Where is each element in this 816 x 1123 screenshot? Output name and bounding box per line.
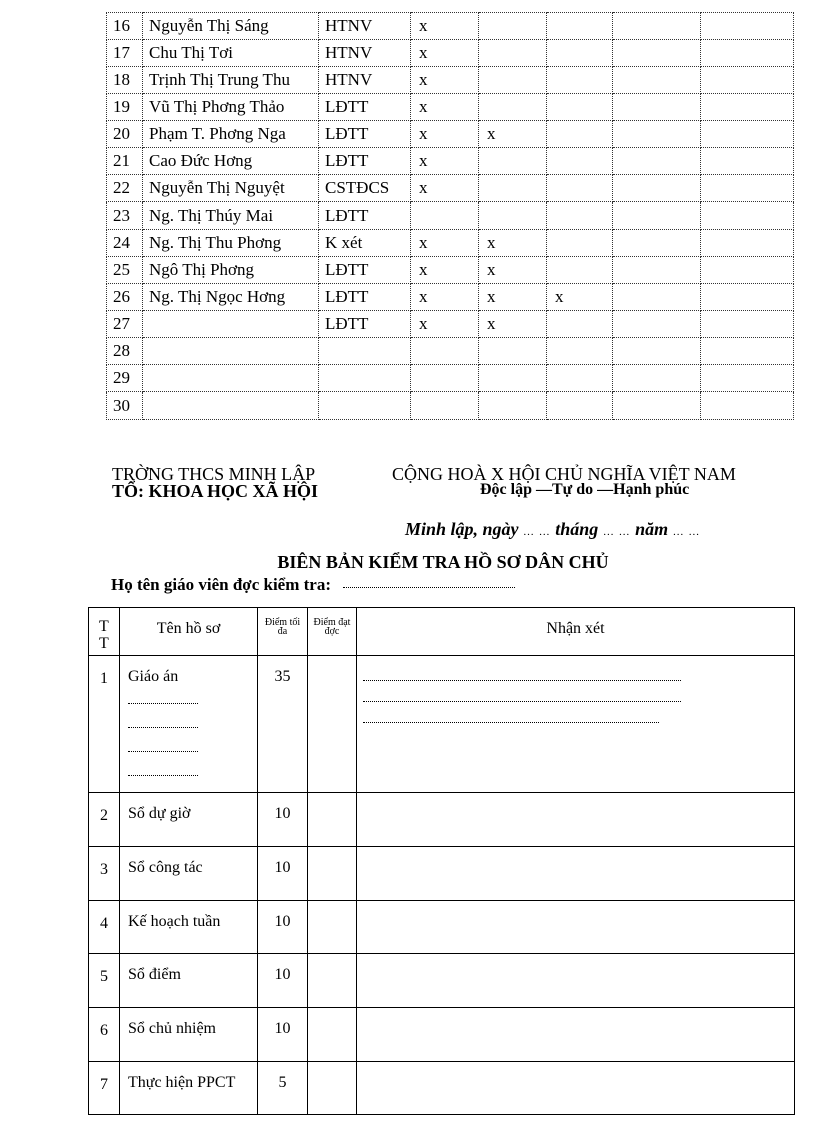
- max-score: 10: [258, 793, 308, 847]
- mark-2: x: [479, 121, 547, 148]
- achieved-score: [308, 793, 357, 847]
- row-number: 20: [107, 121, 143, 148]
- mark-1: x: [411, 230, 479, 257]
- mark-3: [547, 311, 613, 338]
- mark-1: [411, 202, 479, 230]
- row-number: 2: [89, 793, 120, 847]
- mark-2: [479, 94, 547, 121]
- max-score: 35: [258, 656, 308, 793]
- dotted-line: [363, 700, 681, 702]
- empty-cell: [701, 148, 794, 175]
- header-comment: Nhận xét: [357, 608, 795, 656]
- record-name: Giáo án: [128, 668, 179, 685]
- row-number: 6: [89, 1008, 120, 1062]
- table-row: [107, 257, 794, 284]
- mark-3: [547, 202, 613, 230]
- date-place: Minh lập, ngày: [405, 519, 519, 539]
- record-name: Kế hoạch tuần: [128, 913, 221, 930]
- staff-name: Phạm T. Phơng Nga: [143, 121, 319, 148]
- mark-3: [547, 13, 613, 40]
- mark-3: [547, 94, 613, 121]
- record-name-cell: [120, 1062, 258, 1115]
- mark-2: [479, 148, 547, 175]
- staff-name: Chu Thị Tơi: [143, 40, 319, 67]
- date-day-dots: … …: [523, 526, 551, 538]
- row-number: 29: [107, 365, 143, 392]
- max-score: 5: [258, 1062, 308, 1115]
- record-name-cell: [120, 847, 258, 901]
- table-row: [107, 94, 794, 121]
- empty-cell: [701, 257, 794, 284]
- rating: LĐTT: [319, 284, 411, 311]
- staff-name: [143, 338, 319, 365]
- row-number: 18: [107, 67, 143, 94]
- empty-cell: [701, 121, 794, 148]
- rating: [319, 338, 411, 365]
- mark-3: [547, 257, 613, 284]
- school-name: TRỜNG THCS MINH LẬP: [112, 464, 316, 484]
- achieved-score: [308, 901, 357, 954]
- comment-cell: [357, 954, 795, 1008]
- rating: LĐTT: [319, 311, 411, 338]
- table-row: [89, 1008, 795, 1062]
- row-number: 3: [89, 847, 120, 901]
- empty-cell: [613, 121, 701, 148]
- teacher-line: [111, 575, 515, 595]
- mark-1: x: [411, 40, 479, 67]
- staff-name: [143, 365, 319, 392]
- empty-cell: [613, 284, 701, 311]
- dotted-line: [363, 721, 659, 723]
- table-row: [107, 67, 794, 94]
- table-row: [107, 121, 794, 148]
- date-month-dots: … …: [602, 526, 631, 538]
- empty-cell: [701, 311, 794, 338]
- row-number: 24: [107, 230, 143, 257]
- mark-3: [547, 338, 613, 365]
- date-line: [405, 519, 700, 540]
- rating: HTNV: [319, 67, 411, 94]
- rating: LĐTT: [319, 202, 411, 230]
- table-row: [107, 13, 794, 40]
- table-row: [107, 365, 794, 392]
- mark-1: x: [411, 121, 479, 148]
- rating: LĐTT: [319, 148, 411, 175]
- empty-cell: [701, 284, 794, 311]
- mark-2: x: [479, 257, 547, 284]
- row-number: 27: [107, 311, 143, 338]
- mark-3: [547, 230, 613, 257]
- document-title: BIÊN BẢN KIỂM TRA HỒ SƠ DÂN CHỦ: [277, 552, 609, 572]
- record-name-cell: [120, 901, 258, 954]
- empty-cell: [613, 230, 701, 257]
- row-number: 26: [107, 284, 143, 311]
- table-row: [89, 954, 795, 1008]
- dotted-line: [128, 702, 198, 704]
- rating: HTNV: [319, 13, 411, 40]
- dotted-line: [128, 750, 198, 752]
- empty-cell: [613, 94, 701, 121]
- mark-3: [547, 121, 613, 148]
- achieved-score: [308, 1062, 357, 1115]
- max-score: 10: [258, 954, 308, 1008]
- comment-cell: [357, 1008, 795, 1062]
- empty-cell: [701, 40, 794, 67]
- date-year-dots: … …: [672, 526, 701, 538]
- table-row: [107, 338, 794, 365]
- table-row: [89, 847, 795, 901]
- record-name: Sổ điểm: [128, 966, 181, 983]
- mark-3: x: [547, 284, 613, 311]
- record-name: Sổ chủ nhiệm: [128, 1020, 216, 1037]
- staff-name: Nguyễn Thị Nguyệt: [143, 175, 319, 202]
- mark-1: x: [411, 175, 479, 202]
- empty-cell: [613, 392, 701, 420]
- mark-2: [479, 175, 547, 202]
- table-row: [89, 1062, 795, 1115]
- teacher-label: Họ tên giáo viên đợc kiểm tra:: [111, 575, 331, 594]
- dotted-line: [128, 726, 198, 728]
- rating: K xét: [319, 230, 411, 257]
- max-score: 10: [258, 1008, 308, 1062]
- comment-cell: [357, 793, 795, 847]
- empty-cell: [701, 175, 794, 202]
- max-score: 10: [258, 901, 308, 954]
- staff-name: [143, 392, 319, 420]
- row-number: 7: [89, 1062, 120, 1115]
- comment-cell: [357, 1062, 795, 1115]
- comment-cell: [357, 901, 795, 954]
- row-number: 1: [89, 656, 120, 793]
- empty-cell: [701, 338, 794, 365]
- table-row: [107, 175, 794, 202]
- mark-3: [547, 392, 613, 420]
- header-name: Tên hồ sơ: [120, 608, 258, 656]
- row-number: 22: [107, 175, 143, 202]
- empty-cell: [701, 94, 794, 121]
- mark-1: [411, 365, 479, 392]
- group-name: TỔ: KHOA HỌC XÃ HỘI: [112, 481, 319, 501]
- table-row: [107, 392, 794, 420]
- mark-1: [411, 338, 479, 365]
- header-achieved: Điểm đạt đợc: [308, 608, 357, 656]
- mark-2: x: [479, 284, 547, 311]
- mark-1: x: [411, 94, 479, 121]
- record-name: Thực hiện PPCT: [128, 1074, 236, 1091]
- row-number: 16: [107, 13, 143, 40]
- achieved-score: [308, 954, 357, 1008]
- empty-cell: [701, 67, 794, 94]
- empty-cell: [613, 365, 701, 392]
- mark-2: x: [479, 230, 547, 257]
- mark-1: x: [411, 311, 479, 338]
- row-number: 17: [107, 40, 143, 67]
- achieved-score: [308, 1008, 357, 1062]
- mark-1: x: [411, 257, 479, 284]
- mark-1: x: [411, 67, 479, 94]
- empty-cell: [701, 392, 794, 420]
- date-year: năm: [635, 519, 669, 539]
- records-check-table: [88, 607, 795, 1115]
- mark-1: x: [411, 284, 479, 311]
- comment-cell: [357, 656, 795, 793]
- staff-name: Ng. Thị Thu Phơng: [143, 230, 319, 257]
- rating: LĐTT: [319, 94, 411, 121]
- record-name-cell: [120, 954, 258, 1008]
- empty-cell: [613, 175, 701, 202]
- mark-2: [479, 202, 547, 230]
- empty-cell: [701, 230, 794, 257]
- staff-name: Ng. Thị Ngọc Hơng: [143, 284, 319, 311]
- row-number: 21: [107, 148, 143, 175]
- header-max-score: Điểm tối đa: [258, 608, 308, 656]
- empty-cell: [701, 13, 794, 40]
- staff-name: Vũ Thị Phơng Thảo: [143, 94, 319, 121]
- staff-name: Cao Đức Hơng: [143, 148, 319, 175]
- dotted-line: [128, 774, 198, 776]
- row-number: 28: [107, 338, 143, 365]
- achieved-score: [308, 656, 357, 793]
- staff-name: Ngô Thị Phơng: [143, 257, 319, 284]
- row-number: 23: [107, 202, 143, 230]
- rating: HTNV: [319, 40, 411, 67]
- table-row: [107, 148, 794, 175]
- table-row: [107, 230, 794, 257]
- record-name: Sổ dự giờ: [128, 805, 191, 822]
- motto: Độc lập —Tự do —Hạnh phúc: [480, 481, 690, 498]
- mark-3: [547, 365, 613, 392]
- empty-cell: [613, 67, 701, 94]
- empty-cell: [613, 338, 701, 365]
- mark-2: [479, 67, 547, 94]
- dotted-line: [363, 679, 681, 681]
- record-name-cell: [120, 1008, 258, 1062]
- mark-3: [547, 175, 613, 202]
- mark-1: [411, 392, 479, 420]
- header-tt: TT: [89, 608, 120, 656]
- staff-rating-table: [106, 12, 794, 420]
- table-row: [89, 656, 795, 793]
- staff-name: [143, 311, 319, 338]
- empty-cell: [613, 40, 701, 67]
- rating: CSTĐCS: [319, 175, 411, 202]
- record-name-cell: [120, 656, 258, 793]
- mark-1: x: [411, 148, 479, 175]
- mark-3: [547, 40, 613, 67]
- staff-name: Trịnh Thị Trung Thu: [143, 67, 319, 94]
- mark-2: [479, 13, 547, 40]
- teacher-name-field: [343, 587, 515, 588]
- mark-2: [479, 338, 547, 365]
- table-row: [89, 901, 795, 954]
- mark-2: [479, 365, 547, 392]
- empty-cell: [613, 202, 701, 230]
- mark-1: x: [411, 13, 479, 40]
- table-row: [89, 793, 795, 847]
- empty-cell: [701, 202, 794, 230]
- mark-3: [547, 148, 613, 175]
- max-score: 10: [258, 847, 308, 901]
- rating: [319, 392, 411, 420]
- row-number: 25: [107, 257, 143, 284]
- record-name-cell: [120, 793, 258, 847]
- mark-2: x: [479, 311, 547, 338]
- row-number: 30: [107, 392, 143, 420]
- row-number: 5: [89, 954, 120, 1008]
- mark-2: [479, 392, 547, 420]
- staff-name: Ng. Thị Thúy Mai: [143, 202, 319, 230]
- rating: LĐTT: [319, 257, 411, 284]
- table-row: [107, 40, 794, 67]
- date-month: tháng: [555, 519, 599, 539]
- empty-cell: [701, 365, 794, 392]
- mark-2: [479, 40, 547, 67]
- rating: [319, 365, 411, 392]
- empty-cell: [613, 257, 701, 284]
- table-row: [107, 284, 794, 311]
- table-row: [107, 311, 794, 338]
- staff-name: Nguyễn Thị Sáng: [143, 13, 319, 40]
- comment-cell: [357, 847, 795, 901]
- empty-cell: [613, 13, 701, 40]
- rating: LĐTT: [319, 121, 411, 148]
- empty-cell: [613, 311, 701, 338]
- empty-cell: [613, 148, 701, 175]
- row-number: 19: [107, 94, 143, 121]
- table-row: [107, 202, 794, 230]
- row-number: 4: [89, 901, 120, 954]
- country-name: CỘNG HOÀ X HỘI CHỦ NGHĨA VIỆT NAM: [392, 464, 736, 484]
- mark-3: [547, 67, 613, 94]
- record-name: Sổ công tác: [128, 859, 203, 876]
- achieved-score: [308, 847, 357, 901]
